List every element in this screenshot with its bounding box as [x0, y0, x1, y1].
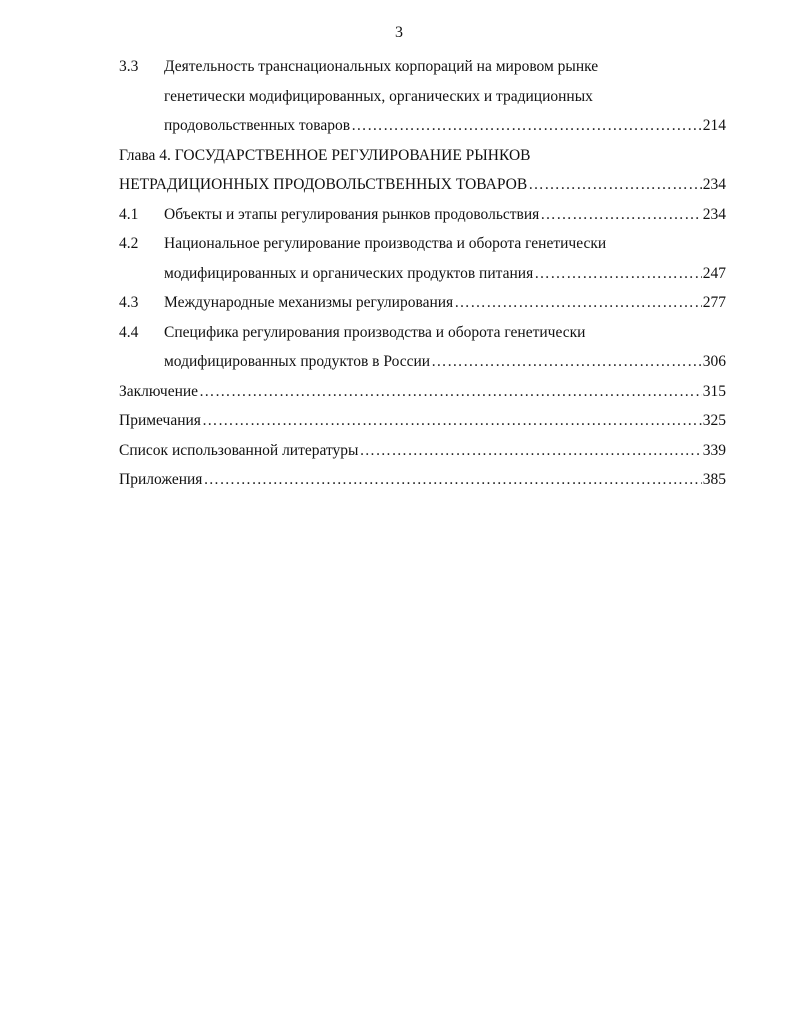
- toc-leader-line: [164, 259, 726, 289]
- dot-leader: [199, 377, 702, 407]
- toc-entry-4-4: [119, 318, 726, 348]
- section-title-line: генетически модифицированных, органических и традиционных: [164, 87, 593, 105]
- dot-leader: [534, 259, 702, 289]
- page-ref: 339: [702, 441, 726, 459]
- section-number: 4.1: [119, 205, 139, 223]
- toc-leader-line: [119, 170, 726, 200]
- section-title-line: Объекты и этапы регулирования рынков продовольствия: [164, 205, 540, 223]
- page-ref: 234: [702, 176, 726, 193]
- page-ref: 306: [702, 353, 726, 370]
- chapter-title-line: НЕТРАДИЦИОННЫХ ПРОДОВОЛЬСТВЕННЫХ ТОВАРОВ: [119, 176, 528, 193]
- section-title-line: Примечания: [119, 412, 201, 429]
- toc-leader-line: [119, 406, 726, 436]
- section-title-line: Национальное регулирование производства и оборота генетически: [164, 235, 607, 252]
- page-number: 3: [395, 24, 403, 41]
- toc-leader-line: [164, 200, 726, 230]
- page-ref: 315: [702, 382, 726, 400]
- section-number: 4.4: [119, 323, 139, 341]
- toc-leader-line: [119, 465, 726, 495]
- dot-leader: [454, 288, 702, 318]
- toc-leader-line: [119, 436, 726, 466]
- toc-entry-notes: [119, 406, 726, 436]
- dot-leader: [528, 170, 702, 200]
- dot-leader: [202, 406, 702, 436]
- section-title-line: Специфика регулирования производства и оборота генетически: [164, 323, 586, 341]
- section-title-line: модифицированных продуктов в России: [164, 353, 431, 370]
- page-ref: 247: [702, 264, 726, 282]
- toc-leader-line: [164, 347, 726, 377]
- dot-leader: [431, 347, 702, 377]
- toc-leader-line: [164, 111, 726, 141]
- toc-leader-line: [119, 377, 726, 407]
- toc-entry-4-2: [119, 229, 726, 259]
- toc-entry-4-1: [119, 200, 726, 230]
- dot-leader: [359, 436, 701, 466]
- chapter-title-line: Глава 4. ГОСУДАРСТВЕННОЕ РЕГУЛИРОВАНИЕ РЫНКОВ: [119, 146, 531, 164]
- section-number: 4.2: [119, 235, 139, 252]
- page-ref: 385: [702, 471, 726, 488]
- toc-chapter-4: [119, 141, 726, 171]
- section-number: 4.3: [119, 294, 139, 311]
- section-title-line: Международные механизмы регулирования: [164, 294, 454, 311]
- toc-leader-line: [164, 288, 726, 318]
- table-of-contents: [119, 52, 726, 495]
- section-title-line: Список использованной литературы: [119, 441, 359, 459]
- section-title-line: Деятельность транснациональных корпораций на мировом рынке: [164, 58, 599, 75]
- page-ref: 214: [702, 117, 726, 134]
- toc-entry-4-3: [119, 288, 726, 318]
- toc-entry-appendices: [119, 465, 726, 495]
- toc-entry-3-3: [119, 52, 726, 82]
- page-ref: 325: [702, 412, 726, 429]
- toc-entry-references: [119, 436, 726, 466]
- section-title-line: модифицированных и органических продуктов питания: [164, 264, 534, 282]
- section-title-line: Заключение: [119, 382, 199, 400]
- dot-leader: [351, 111, 702, 141]
- dot-leader: [203, 465, 701, 495]
- dot-leader: [540, 200, 701, 230]
- section-number: 3.3: [119, 58, 139, 75]
- page-ref: 277: [702, 294, 726, 311]
- page-ref: 234: [702, 205, 726, 223]
- section-title-line: продовольственных товаров: [164, 117, 351, 134]
- toc-entry-conclusion: [119, 377, 726, 407]
- section-title-line: Приложения: [119, 471, 203, 488]
